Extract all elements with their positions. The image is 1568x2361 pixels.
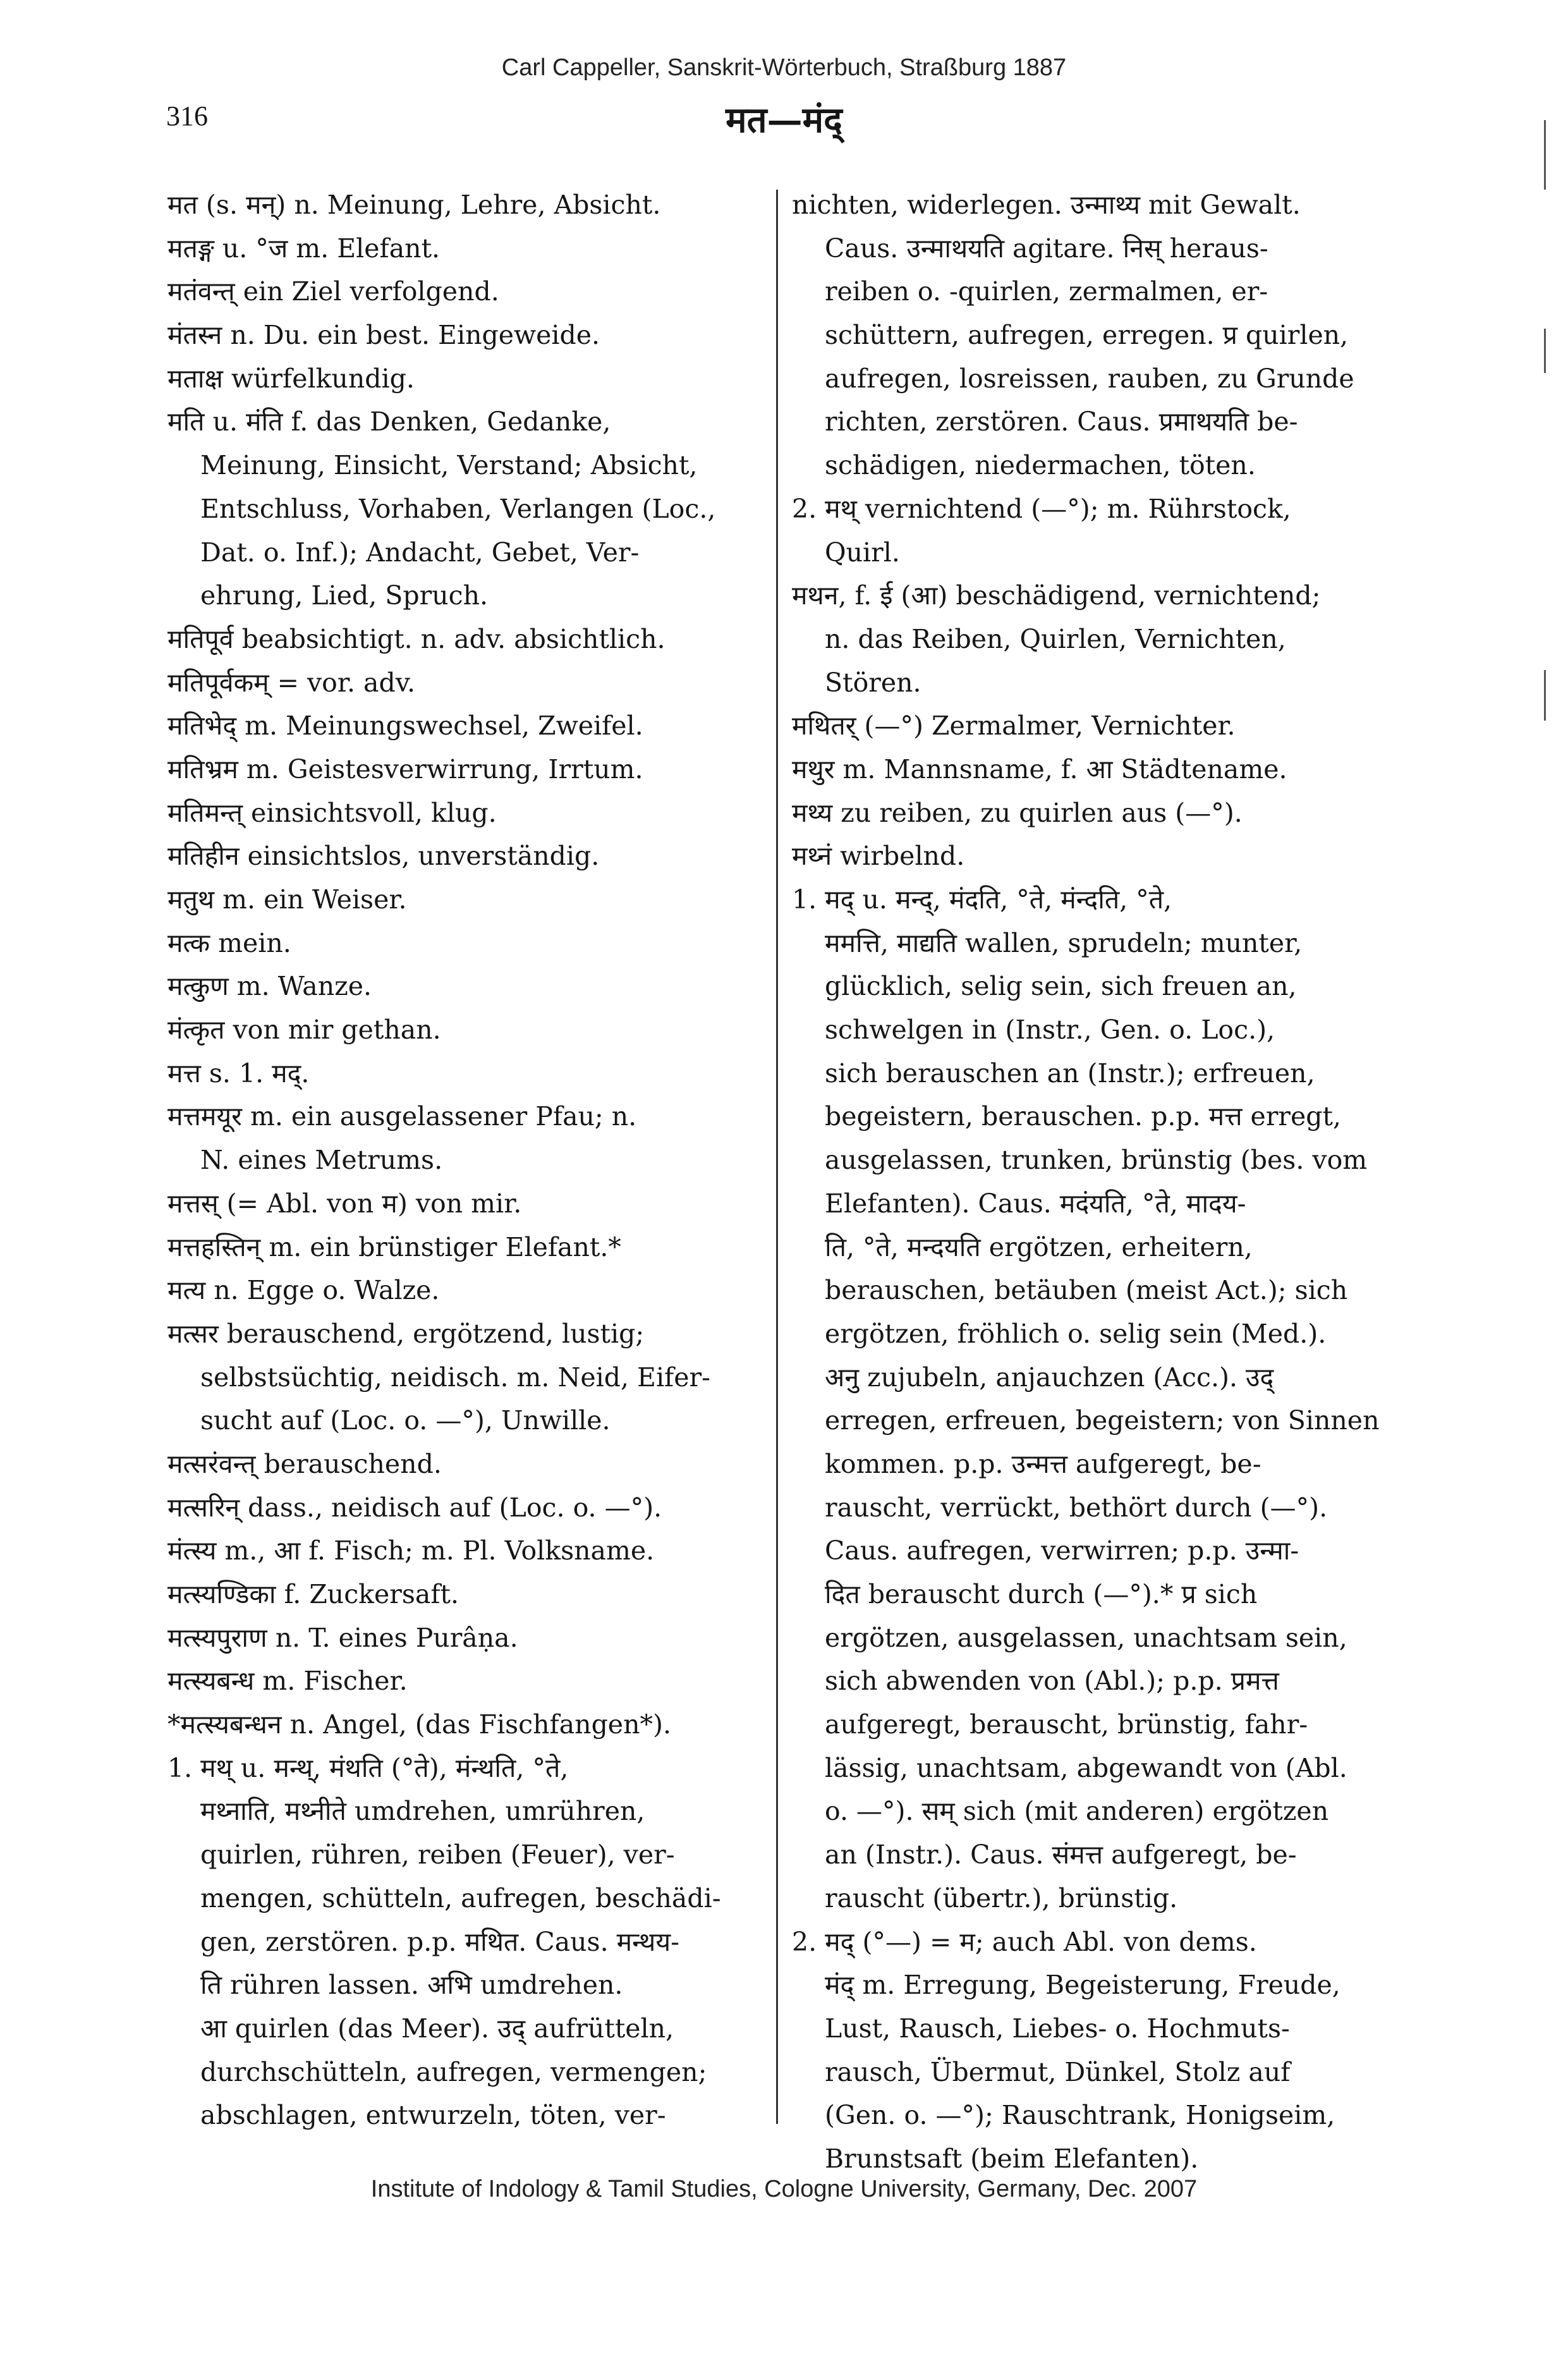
- dictionary-line: मतिपूर्वकम् = vor. adv.: [167, 667, 416, 698]
- dictionary-line: schädigen, niedermachen, töten.: [825, 450, 1256, 481]
- dictionary-line: aufgeregt, berauscht, brünstig, fahr-: [825, 1709, 1308, 1740]
- dictionary-line: मत्सरंवन्त् berauschend.: [167, 1448, 442, 1479]
- dictionary-line: मंत्स्य m., आ f. Fisch; m. Pl. Volksname.: [167, 1535, 655, 1566]
- dictionary-line: an (Instr.). Caus. संमत्त aufgeregt, be-: [825, 1839, 1297, 1870]
- dictionary-line: erregen, erfreuen, begeistern; von Sinnen: [825, 1405, 1380, 1436]
- dictionary-line: मथ्नं wirbelnd.: [792, 841, 965, 872]
- dictionary-line: अनु zujubeln, anjauchzen (Acc.). उद्: [825, 1362, 1274, 1393]
- dictionary-line: sich berauschen an (Instr.); erfreuen,: [825, 1058, 1315, 1089]
- dictionary-line: मतिभ्रम m. Geistesverwirrung, Irrtum.: [167, 753, 643, 784]
- dictionary-line: मत्तस् (= Abl. von म) von mir.: [167, 1188, 522, 1219]
- dictionary-line: मत (s. मन्) n. Meinung, Lehre, Absicht.: [167, 190, 661, 220]
- dictionary-line: ehrung, Lied, Spruch.: [200, 580, 489, 611]
- dictionary-line: मथितर् (—°) Zermalmer, Vernichter.: [792, 711, 1236, 741]
- dictionary-line: ergötzen, fröhlich o. selig sein (Med.).: [825, 1318, 1327, 1349]
- dictionary-line: मत्स्यपुराण n. T. eines Purâṇa.: [167, 1622, 518, 1653]
- dictionary-line: मत्स्यबन्ध m. Fischer.: [167, 1666, 408, 1697]
- dictionary-line: begeistern, berauschen. p.p. मत्त erregt,: [825, 1101, 1342, 1132]
- left-column: [167, 183, 765, 2137]
- dictionary-line: मत्सरिन् dass., neidisch auf (Loc. o. —°).: [167, 1492, 662, 1523]
- dictionary-line: ति rühren lassen. अभि umdrehen.: [200, 1970, 623, 2001]
- dictionary-line: ausgelassen, trunken, brünstig (bes. vom: [825, 1145, 1368, 1176]
- dictionary-line: मथ्नाति, मथ्नीते umdrehen, umrühren,: [200, 1796, 645, 1827]
- dictionary-line: richten, zerstören. Caus. प्रमाथयति be-: [825, 406, 1298, 437]
- dictionary-line: मतिहीन einsichtslos, unverständig.: [167, 841, 600, 872]
- dictionary-line: दित berauscht durch (—°).* प्र sich: [825, 1579, 1258, 1609]
- dictionary-line: मत्क mein.: [167, 927, 291, 958]
- dictionary-line: kommen. p.p. उन्मत्त aufgeregt, be-: [825, 1448, 1261, 1479]
- page-number: 316: [166, 101, 208, 131]
- dictionary-line: Stören.: [825, 667, 921, 698]
- dictionary-line: मत्य n. Egge o. Walze.: [167, 1275, 440, 1306]
- dictionary-line: मतिमन्त् einsichtsvoll, klug.: [167, 797, 497, 828]
- dictionary-line: मंत्कृत von mir gethan.: [167, 1015, 441, 1046]
- dictionary-line: मतंवन्त् ein Ziel verfolgend.: [167, 276, 499, 307]
- dictionary-line: मति u. मंति f. das Denken, Gedanke,: [167, 406, 611, 437]
- dictionary-line: Elefanten). Caus. मदंयति, °ते, मादय-: [825, 1188, 1246, 1219]
- dictionary-line: nichten, widerlegen. उन्माथ्य mit Gewalt.: [792, 190, 1301, 220]
- dictionary-line: 1. मथ् u. मन्थ्, मंथति (°ते), मंन्थति, °ते,: [167, 1752, 569, 1783]
- dictionary-line: Meinung, Einsicht, Verstand; Absicht,: [200, 450, 698, 481]
- dictionary-line: आ quirlen (das Meer). उद् aufrütteln,: [200, 2013, 674, 2044]
- dictionary-line: sucht auf (Loc. o. —°), Unwille.: [200, 1405, 611, 1436]
- dictionary-line: Brunstsaft (beim Elefanten).: [825, 2143, 1199, 2174]
- dictionary-line: n. das Reiben, Quirlen, Vernichten,: [825, 623, 1286, 654]
- dictionary-line: 2. मथ् vernichtend (—°); m. Rührstock,: [792, 493, 1291, 524]
- dictionary-line: 2. मद् (°—) = म; auch Abl. von dems.: [792, 1926, 1257, 1957]
- dictionary-line: मंद् m. Erregung, Begeisterung, Freude,: [825, 1970, 1340, 2001]
- margin-mark: [1544, 329, 1546, 373]
- dictionary-line: o. —°). सम् sich (mit anderen) ergötzen: [825, 1796, 1329, 1827]
- dictionary-line: N. eines Metrums.: [200, 1145, 443, 1176]
- dictionary-line: *मत्स्यबन्धन n. Angel, (das Fischfangen*).: [167, 1709, 672, 1740]
- dictionary-line: glücklich, selig sein, sich freuen an,: [825, 971, 1297, 1002]
- dictionary-line: मत्स्यण्डिका f. Zuckersaft.: [167, 1579, 459, 1609]
- dictionary-line: (Gen. o. —°); Rauschtrank, Honigseim,: [825, 2100, 1335, 2131]
- dictionary-line: Caus. aufregen, verwirren; p.p. उन्मा-: [825, 1535, 1299, 1566]
- dictionary-line: reiben o. -quirlen, zermalmen, er-: [825, 276, 1268, 307]
- dictionary-line: Dat. o. Inf.); Andacht, Gebet, Ver-: [200, 537, 640, 568]
- dictionary-line: मत्सर berauschend, ergötzend, lustig;: [167, 1318, 645, 1349]
- dictionary-line: mengen, schütteln, aufregen, beschädi-: [200, 1882, 721, 1913]
- margin-mark: [1544, 670, 1546, 721]
- running-head: मत—मंद्: [726, 99, 842, 141]
- dictionary-line: Caus. उन्माथयति agitare. निस् heraus-: [825, 233, 1268, 264]
- dictionary-line: मतङ्ग u. °ज m. Elefant.: [167, 233, 441, 264]
- dictionary-line: gen, zerstören. p.p. मथित. Caus. मन्थय-: [200, 1926, 679, 1957]
- column-divider: [776, 190, 778, 2124]
- header-credit: Carl Cappeller, Sanskrit-Wörterbuch, Straßburg 1887: [501, 54, 1067, 81]
- dictionary-line: quirlen, rühren, reiben (Feuer), ver-: [200, 1839, 675, 1870]
- dictionary-line: durchschütteln, aufregen, vermengen;: [200, 2056, 707, 2087]
- footer-credit: Institute of Indology & Tamil Studies, Cologne University, Germany, Dec. 2007: [370, 2176, 1198, 2202]
- dictionary-line: मथुर m. Mannsname, f. आ Städtename.: [792, 753, 1287, 784]
- margin-mark: [1544, 120, 1546, 190]
- dictionary-line: rauscht, verrückt, bethört durch (—°).: [825, 1492, 1328, 1523]
- dictionary-line: मत्त s. 1. मद्.: [167, 1058, 310, 1089]
- dictionary-line: मंतस्न n. Du. ein best. Eingeweide.: [167, 320, 600, 351]
- dictionary-line: aufregen, losreissen, rauben, zu Grunde: [825, 363, 1354, 394]
- dictionary-line: मथ्य zu reiben, zu quirlen aus (—°).: [792, 797, 1243, 828]
- dictionary-line: मत्तमयूर m. ein ausgelassener Pfau; n.: [167, 1101, 637, 1132]
- dictionary-line: मताक्ष würfelkundig.: [167, 363, 415, 394]
- dictionary-line: selbstsüchtig, neidisch. m. Neid, Eifer-: [200, 1362, 710, 1393]
- dictionary-line: मतिभेद् m. Meinungswechsel, Zweifel.: [167, 711, 643, 741]
- dictionary-line: Quirl.: [825, 537, 900, 568]
- dictionary-line: ergötzen, ausgelassen, unachtsam sein,: [825, 1622, 1347, 1653]
- dictionary-line: rauscht (übertr.), brünstig.: [825, 1882, 1178, 1913]
- dictionary-line: abschlagen, entwurzeln, töten, ver-: [200, 2100, 666, 2131]
- dictionary-line: ममत्ति, माद्यति wallen, sprudeln; munter,: [825, 927, 1303, 958]
- dictionary-line: berauschen, betäuben (meist Act.); sich: [825, 1275, 1348, 1306]
- dictionary-line: मतुथ m. ein Weiser.: [167, 884, 407, 915]
- right-column: [792, 183, 1402, 2181]
- dictionary-line: sich abwenden von (Abl.); p.p. प्रमत्त: [825, 1666, 1279, 1697]
- dictionary-line: Entschluss, Vorhaben, Verlangen (Loc.,: [200, 493, 716, 524]
- dictionary-line: मत्कुण m. Wanze.: [167, 971, 372, 1002]
- dictionary-line: मत्तहस्तिन् m. ein brünstiger Elefant.*: [167, 1231, 621, 1262]
- dictionary-line: मतिपूर्व beabsichtigt. n. adv. absichtlich.: [167, 623, 665, 654]
- dictionary-line: ति, °ते, मन्दयति ergötzen, erheitern,: [825, 1231, 1253, 1262]
- dictionary-line: मथन, f. ई (आ) beschädigend, vernichtend;: [792, 580, 1321, 611]
- dictionary-line: schüttern, aufregen, erregen. प्र quirlen,: [825, 320, 1349, 351]
- dictionary-line: rausch, Übermut, Dünkel, Stolz auf: [825, 2056, 1291, 2087]
- dictionary-line: Lust, Rausch, Liebes- o. Hochmuts-: [825, 2013, 1290, 2044]
- dictionary-line: 1. मद् u. मन्द्, मंदति, °ते, मंन्दति, °ते,: [792, 884, 1172, 915]
- dictionary-line: schwelgen in (Instr., Gen. o. Loc.),: [825, 1015, 1275, 1046]
- dictionary-line: lässig, unachtsam, abgewandt von (Abl.: [825, 1752, 1347, 1783]
